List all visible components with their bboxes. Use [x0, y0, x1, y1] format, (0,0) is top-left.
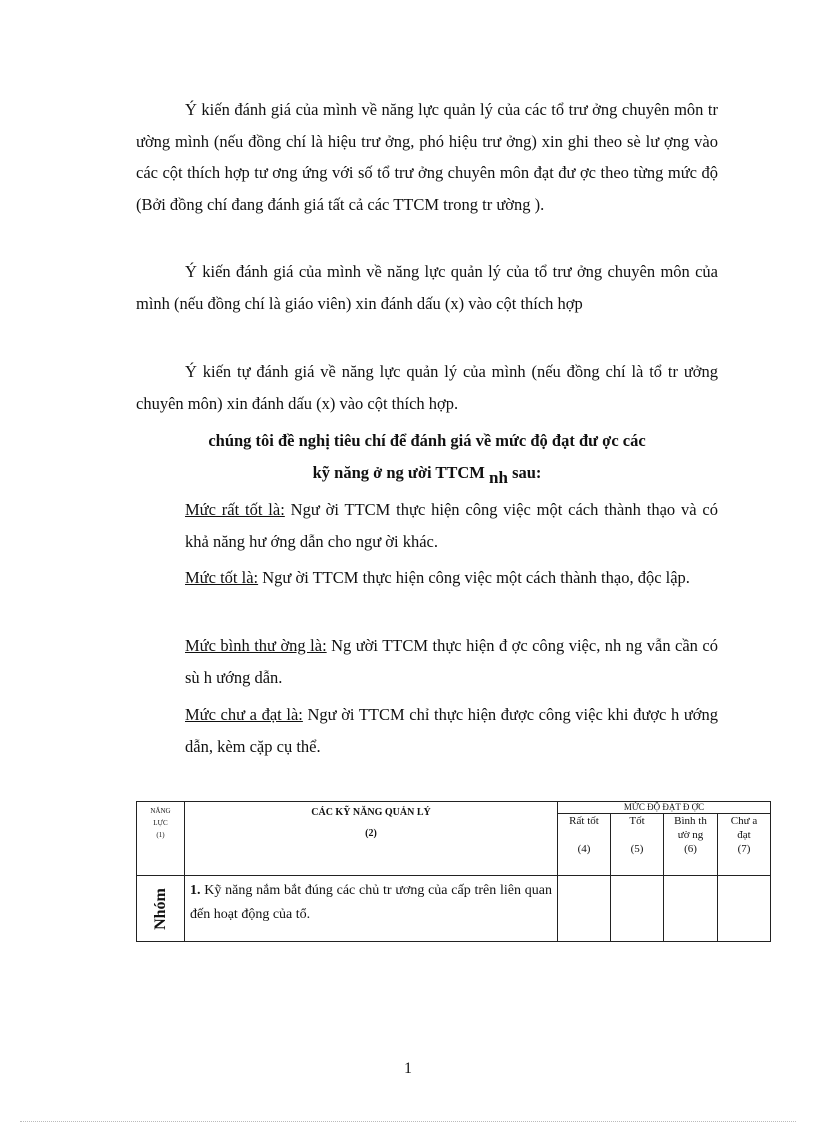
- skill-number: 1.: [190, 883, 201, 898]
- level-name: Rất tốt: [569, 815, 599, 827]
- cell-very-good[interactable]: [558, 876, 611, 942]
- paragraph-self-assessment: Ý kiến tự đánh giá về năng lực quản lý của mình (nếu đồng chí là tổ tr ưởng chuyên môn) xin đánh dấu (x) vào cột thích hợp.: [136, 362, 718, 413]
- heading-line2-sub: nh: [489, 467, 508, 487]
- level-very-good: [185, 494, 718, 557]
- level-label: Mức bình thư ờng là:: [185, 636, 327, 655]
- col-header-skills: [185, 802, 558, 876]
- group-label: Nhóm: [151, 887, 169, 930]
- table-row: [137, 876, 771, 942]
- skill-description: Kỹ năng nắm bắt đúng các chủ tr ương của cấp trên liên quan đến hoạt động của tổ.: [190, 883, 552, 922]
- col-header-achievement-level: MỨC ĐỘ ĐẠT Đ ỢC: [558, 802, 771, 814]
- level-name: Bình th ườ ng: [674, 815, 707, 841]
- heading-line2-end: sau:: [507, 462, 542, 482]
- col-header-capacity: [137, 802, 185, 876]
- table-header-row: [137, 802, 771, 814]
- page-number: 1: [404, 1060, 412, 1077]
- level-description: Ngư ời TTCM thực hiện công việc một cách thành thạo, độc lập.: [258, 568, 690, 587]
- criteria-heading-line1: chúng tôi đề nghị tiêu chí để đánh giá về mức độ đạt đư ợc các: [208, 431, 646, 450]
- level-name: Chư a đạt: [730, 815, 758, 841]
- col-header-normal: [664, 814, 718, 876]
- level-num: (5): [630, 843, 644, 855]
- col-header-capacity-num: (1): [156, 831, 165, 839]
- paragraph-teacher-assessment: Ý kiến đánh giá của mình về năng lực quản lý của tổ trư ởng chuyên môn của mình (nếu đồng chí là giáo viên) xin đánh dấu (x) vào cột thích hợp: [136, 262, 718, 313]
- level-label: Mức tốt là:: [185, 568, 259, 587]
- criteria-heading-line2: [136, 457, 718, 489]
- level-label: Mức chư a đạt là:: [185, 705, 303, 724]
- level-description: Ngư ời TTCM chỉ thực hiện được công việc khi được h ướng dẫn, kèm cặp cụ thể.: [185, 705, 718, 756]
- col-header-skills-title: CÁC KỸ NĂNG QUẢN LÝ: [311, 807, 431, 818]
- level-normal: [185, 630, 718, 693]
- cell-normal[interactable]: [664, 876, 718, 942]
- col-header-skills-num: (2): [365, 828, 377, 839]
- level-num: (4): [577, 843, 591, 855]
- level-num: (7): [737, 843, 751, 855]
- level-description: Ngư ời TTCM thực hiện công việc một cách thành thạo và có khả năng hư ớng dẫn cho ngư ời khác.: [185, 500, 718, 551]
- col-header-capacity-line1: NĂNG: [150, 807, 171, 815]
- skills-table: [136, 801, 771, 942]
- level-label: Mức rất tốt là:: [185, 500, 285, 519]
- col-header-good: [611, 814, 664, 876]
- level-description: Ng ười TTCM thực hiện đ ợc công việc, nh ng vẫn cần có sù h ướng dẫn.: [185, 636, 718, 687]
- level-good: [185, 562, 718, 594]
- page-bottom-divider: [20, 1121, 796, 1122]
- group-cell: [137, 876, 185, 942]
- level-not-achieved: [185, 699, 718, 762]
- skill-cell: [185, 876, 558, 942]
- paragraph-principal-assessment: Ý kiến đánh giá của mình về năng lực quản lý của các tổ trư ởng chuyên môn tr ường mình (nếu đồng chí là hiệu trư ởng, phó hiệu trư ởng) xin ghi theo sè lư ợng vào các cột thích hợp tư ơng ứng với số tổ trư ởng chuyên môn đạt đư ợc theo từng mức độ (Bởi đồng chí đang đánh giá tất cả các TTCM trong tr ường ).: [136, 100, 718, 214]
- cell-not-achieved[interactable]: [718, 876, 771, 942]
- cell-good[interactable]: [611, 876, 664, 942]
- col-header-very-good: [558, 814, 611, 876]
- level-name: Tốt: [629, 815, 645, 827]
- heading-line2-text: kỹ năng ở ng ười TTCM: [312, 462, 490, 482]
- level-num: (6): [684, 843, 697, 855]
- col-header-not-achieved: [718, 814, 771, 876]
- col-header-capacity-line2: LỰC: [153, 819, 168, 827]
- criteria-heading: [136, 425, 718, 488]
